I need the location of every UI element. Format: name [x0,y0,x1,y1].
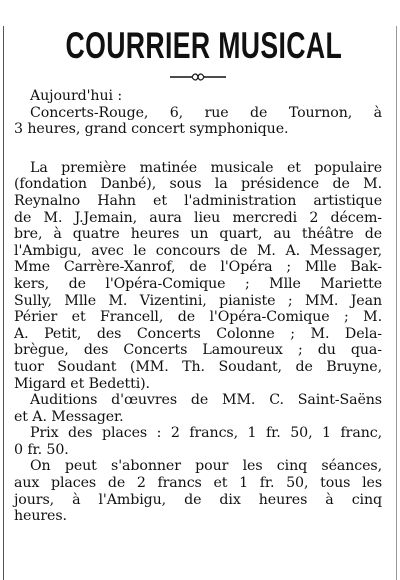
auditions-paragraph [14,392,382,425]
column-right-rule [396,26,397,580]
prices-paragraph [14,425,382,458]
subscription-line: On peut s'abonner pour les cinq séances, [30,458,382,475]
today-line: Aujourd'hui : [30,88,123,104]
matinee-paragraph [14,160,382,392]
matinee-line: Mme Carrère-Xanrof, de l'Opéra ; Mlle Bak- [14,259,382,276]
matinee-line: Sully, Mlle M. Vizentini, pianiste ; MM. Jean [14,292,382,309]
matinee-line: A. Petit, des Concerts Colonne ; M. Dela- [14,325,382,342]
matinee-line: Reynalno Hahn et l'administration artistique [14,192,382,209]
matinee-line: (fondation Danbé), sous la présidence de M. [14,176,382,193]
matinee-line: kers, de l'Opéra-Comique ; Mlle Mariette [14,275,382,292]
matinee-line: bre, à quatre heures un quart, au théâtre de [14,226,382,243]
subscription-line: heures. [14,508,67,525]
subscription-line: jours, à l'Ambigu, de dix heures à cinq [14,491,382,508]
matinee-line: Migard et Bedetti). [14,375,150,392]
newspaper-column [0,26,400,580]
today-section [14,88,382,138]
today-line: Concerts-Rouge, 6, rue de Tournon, à [30,104,382,121]
column-left-rule [3,26,4,580]
matinee-line: l'Ambigu, avec le concours de M. A. Messager, [14,242,382,259]
prices-line: 0 fr. 50. [14,441,69,458]
prices-line: Prix des places : 2 francs, 1 fr. 50, 1 franc, [30,425,382,442]
ornament-divider-icon [168,72,228,82]
subscription-paragraph [14,458,382,524]
matinee-line: de M. J.Jemain, aura lieu mercredi 2 décem- [14,209,382,226]
auditions-line: et A. Messager. [14,408,124,425]
auditions-line: Auditions d'œuvres de MM. C. Saint-Saëns [30,392,382,409]
matinee-line: La première matinée musicale et populaire [30,159,382,176]
subscription-line: aux places de 2 francs et 1 fr. 50, tous les [14,475,382,492]
matinee-line: Périer et Francell, de l'Opéra-Comique ; M. [14,309,382,326]
matinee-line: tuor Soudant (MM. Th. Soudant, de Bruyne, [14,358,382,375]
matinee-line: brègue, des Concerts Lamoureux ; du qua- [14,342,382,359]
column-title: COURRIER MUSICAL [65,25,343,66]
today-line: 3 heures, grand concert symphonique. [14,121,289,138]
